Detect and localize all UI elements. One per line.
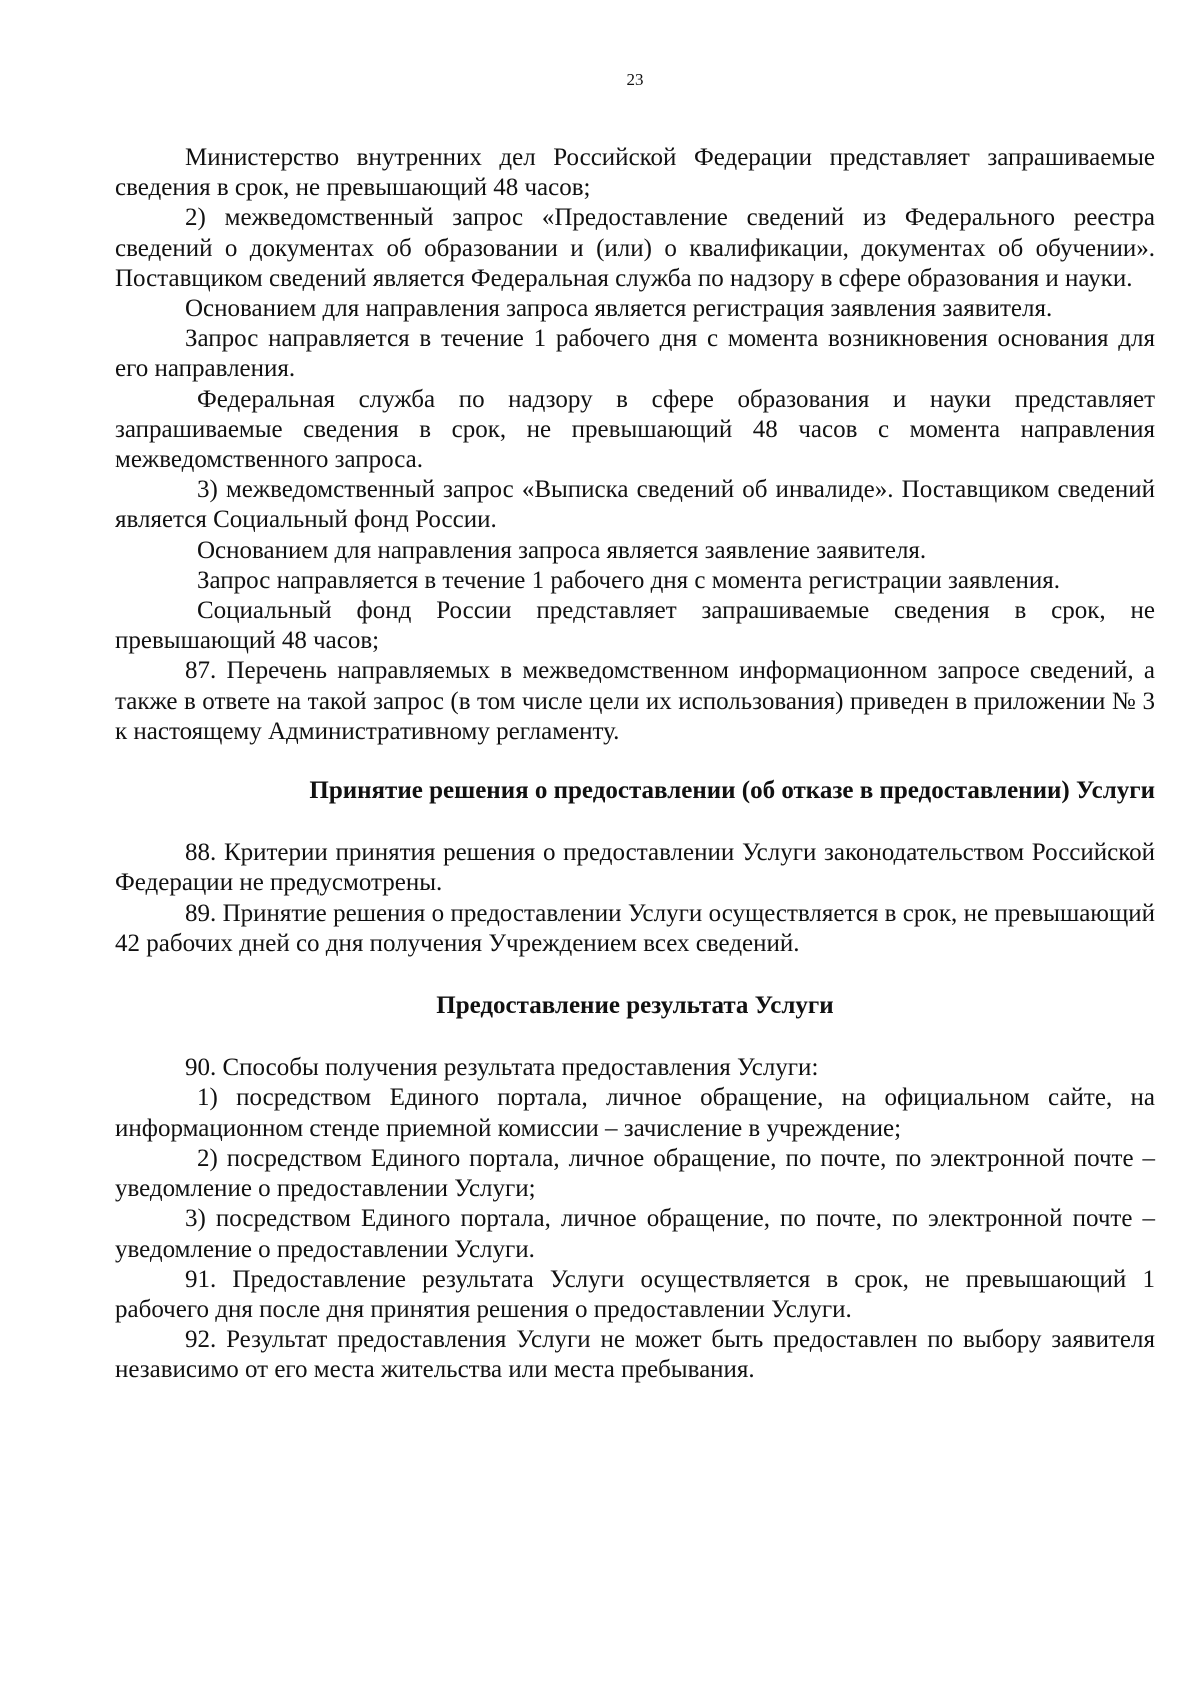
paragraph: 92. Результат предоставления Услуги не может быть предоставлен по выбору заявителя независимо от его места жительства или места пребывания. — [115, 1326, 1155, 1384]
paragraph: Социальный фонд России представляет запрашиваемые сведения в срок, не превышающий 48 часов; — [115, 597, 1155, 655]
paragraph: 1) посредством Единого портала, личное обращение, на официальном сайте, на информационном стенде приемной комиссии – зачисление в учреждение; — [115, 1084, 1155, 1142]
paragraph: 3) посредством Единого портала, личное обращение, по почте, по электронной почте – уведомление о предоставлении Услуги. — [115, 1205, 1155, 1263]
paragraph: 87. Перечень направляемых в межведомственном информационном запросе сведений, а также в ответе на такой запрос (в том числе цели их использования) приведен в приложении № 3 к настоящему Административному регламенту. — [115, 657, 1155, 745]
paragraph: Федеральная служба по надзору в сфере образования и науки представляет запрашиваемые сведения в срок, не превышающий 48 часов с момента направления межведомственного запроса. — [115, 385, 1155, 474]
section-heading: Принятие решения о предоставлении (об отказе в предоставлении) Услуги — [309, 777, 1155, 805]
page-number: 23 — [626, 70, 644, 89]
section-heading: Предоставление результата Услуги — [436, 992, 834, 1020]
document-body — [115, 143, 1155, 1386]
paragraph: Запрос направляется в течение 1 рабочего дня с момента возникновения основания для его направления. — [115, 325, 1155, 383]
paragraph: 3) межведомственный запрос «Выписка сведений об инвалиде». Поставщиком сведений является Социальный фонд России. — [115, 476, 1155, 534]
paragraph: Запрос направляется в течение 1 рабочего дня с момента регистрации заявления. — [197, 566, 1061, 594]
paragraph: Основанием для направления запроса является регистрация заявления заявителя. — [185, 295, 1053, 323]
paragraph: 88. Критерии принятия решения о предоставлении Услуги законодательством Российской Федерации не предусмотрены. — [115, 839, 1155, 897]
paragraph: Основанием для направления запроса является заявление заявителя. — [197, 536, 927, 564]
paragraph: 2) межведомственный запрос «Предоставление сведений из Федерального реестра сведений о документах об образовании и (или) о квалификации, документах об обучении». Поставщиком сведений является Федеральная служба по надзору в сфере образования и науки. — [115, 204, 1155, 292]
paragraph: 91. Предоставление результата Услуги осуществляется в срок, не превышающий 1 рабочего дня после дня принятия решения о предоставлении Услуги. — [115, 1265, 1155, 1323]
paragraph: 2) посредством Единого портала, личное обращение, по почте, по электронной почте – уведомление о предоставлении Услуги; — [115, 1144, 1155, 1203]
paragraph: 90. Способы получения результата предоставления Услуги: — [185, 1054, 819, 1082]
paragraph: 89. Принятие решения о предоставлении Услуги осуществляется в срок, не превышающий 42 рабочих дней со дня получения Учреждением всех сведений. — [115, 899, 1155, 957]
paragraph: Министерство внутренних дел Российской Федерации представляет запрашиваемые сведения в срок, не превышающий 48 часов; — [115, 144, 1155, 202]
